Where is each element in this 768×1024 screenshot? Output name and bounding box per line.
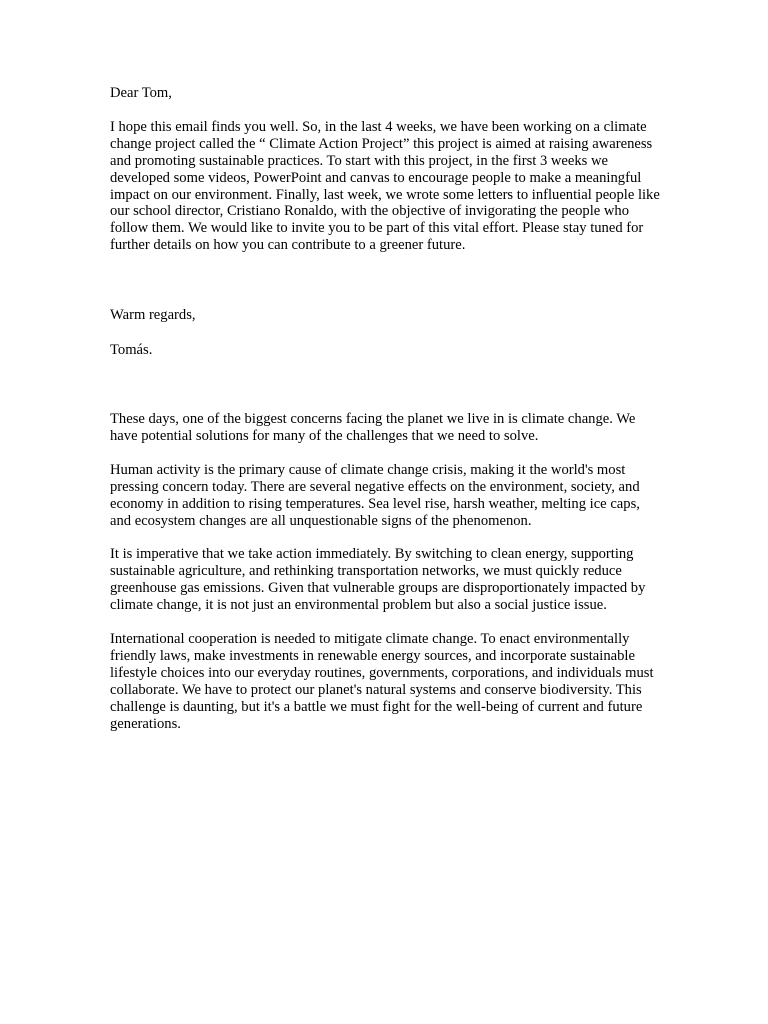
essay-paragraph-intro: These days, one of the biggest concerns facing the planet we live in is climate change. We have potential solutions for many of the challenges that we need to solve.	[110, 410, 636, 444]
letter-body: I hope this email finds you well. So, in the last 4 weeks, we have been working on a climate change project called the “ Climate Action Project” this project is aimed at raising awareness and promoting sustainable practices. To start with this project, in the first 3 weeks we developed some videos, PowerPoint and canvas to encourage people to make a meaningful impact on our environment. Finally, last week, we wrote some letters to influential people like our school director, Cristiano Ronaldo, with the objective of invigorating the people who follow them. We would like to invite you to be part of this vital effort. Please stay tuned for further details on how you can contribute to a greener future.	[110, 118, 660, 254]
letter-closing: Warm regards,	[110, 307, 196, 324]
essay-paragraph-action: It is imperative that we take action immediately. By switching to clean energy, supporting sustainable agriculture, and rethinking transportation networks, we must quickly reduce greenhouse gas emissions. Given that vulnerable groups are disproportionately impacted by climate change, it is not just an environmental problem but also a social justice issue.	[110, 546, 646, 614]
essay-paragraph-cooperation: International cooperation is needed to mitigate climate change. To enact environmentally friendly laws, make investments in renewable energy sources, and incorporate sustainable lifestyle choices into our everyday routines, governments, corporations, and individuals must collaborate. We have to protect our planet's natural systems and conserve biodiversity. This challenge is daunting, but it's a battle we must fight for the well-being of current and future generations.	[110, 631, 654, 732]
letter-salutation: Dear Tom,	[110, 85, 172, 101]
letter-signature: Tomás.	[110, 342, 153, 359]
essay-paragraph-causes: Human activity is the primary cause of climate change crisis, making it the world's most pressing concern today. There are several negative effects on the environment, society, and economy in addition to rising temperatures. Sea level rise, harsh weather, melting ice caps, and ecosystem changes are all unquestionable signs of the phenomenon.	[110, 461, 640, 529]
document-page	[110, 85, 662, 749]
